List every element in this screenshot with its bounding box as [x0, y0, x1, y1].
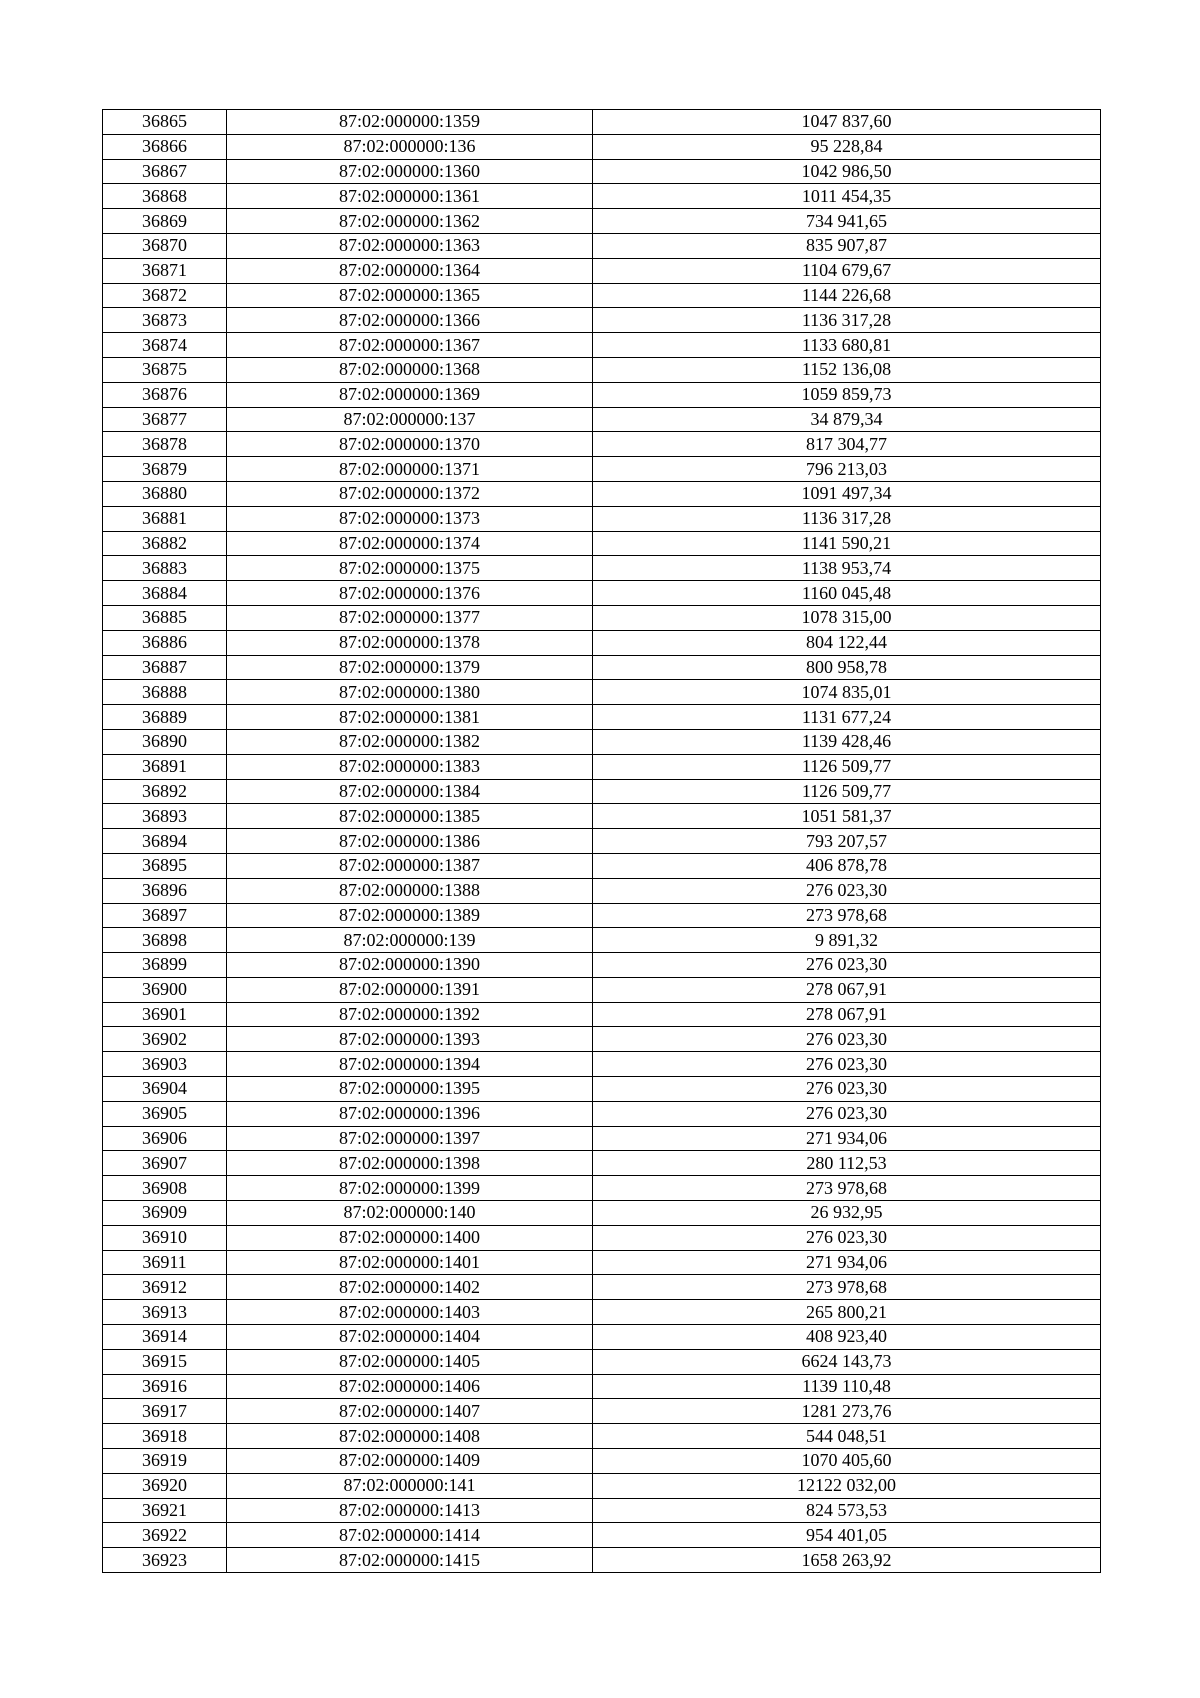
- cadastral-number-cell: 87:02:000000:1400: [227, 1225, 593, 1250]
- cadastral-value-cell: 1042 986,50: [593, 159, 1101, 184]
- table-row: [103, 357, 1101, 382]
- table-row: [103, 110, 1101, 135]
- cadastral-value-cell: 273 978,68: [593, 903, 1101, 928]
- cadastral-number-cell: 87:02:000000:1408: [227, 1424, 593, 1449]
- table-row: [103, 556, 1101, 581]
- cadastral-value-cell: 1160 045,48: [593, 581, 1101, 606]
- row-number-cell: 36902: [103, 1027, 227, 1052]
- cadastral-number-cell: 87:02:000000:1403: [227, 1300, 593, 1325]
- table-row: [103, 729, 1101, 754]
- cadastral-value-cell: 1152 136,08: [593, 357, 1101, 382]
- cadastral-value-cell: 1144 226,68: [593, 283, 1101, 308]
- cadastral-number-cell: 87:02:000000:1399: [227, 1176, 593, 1201]
- cadastral-number-cell: 87:02:000000:1397: [227, 1126, 593, 1151]
- cadastral-number-cell: 87:02:000000:1363: [227, 233, 593, 258]
- table-row: [103, 928, 1101, 953]
- cadastral-number-cell: 87:02:000000:1406: [227, 1374, 593, 1399]
- table-row: [103, 1399, 1101, 1424]
- row-number-cell: 36879: [103, 457, 227, 482]
- cadastral-value-cell: 804 122,44: [593, 630, 1101, 655]
- table-row: [103, 184, 1101, 209]
- cadastral-number-cell: 87:02:000000:1373: [227, 506, 593, 531]
- row-number-cell: 36894: [103, 829, 227, 854]
- table-row: [103, 283, 1101, 308]
- table-row: [103, 1523, 1101, 1548]
- table-row: [103, 1300, 1101, 1325]
- cadastral-value-cell: 276 023,30: [593, 878, 1101, 903]
- cadastral-value-cell: 835 907,87: [593, 233, 1101, 258]
- cadastral-value-cell: 278 067,91: [593, 1002, 1101, 1027]
- row-number-cell: 36905: [103, 1101, 227, 1126]
- cadastral-value-cell: 1059 859,73: [593, 382, 1101, 407]
- cadastral-number-cell: 87:02:000000:1368: [227, 357, 593, 382]
- cadastral-value-cell: 278 067,91: [593, 977, 1101, 1002]
- cadastral-value-cell: 824 573,53: [593, 1498, 1101, 1523]
- cadastral-number-cell: 87:02:000000:1374: [227, 531, 593, 556]
- cadastral-value-cell: 1011 454,35: [593, 184, 1101, 209]
- cadastral-number-cell: 87:02:000000:141: [227, 1473, 593, 1498]
- table-row: [103, 233, 1101, 258]
- cadastral-number-cell: 87:02:000000:1398: [227, 1151, 593, 1176]
- row-number-cell: 36896: [103, 878, 227, 903]
- row-number-cell: 36898: [103, 928, 227, 953]
- row-number-cell: 36865: [103, 110, 227, 135]
- row-number-cell: 36874: [103, 333, 227, 358]
- cadastral-number-cell: 87:02:000000:1372: [227, 481, 593, 506]
- cadastral-value-cell: 406 878,78: [593, 853, 1101, 878]
- cadastral-number-cell: 87:02:000000:1381: [227, 705, 593, 730]
- row-number-cell: 36882: [103, 531, 227, 556]
- table-row: [103, 1002, 1101, 1027]
- cadastral-number-cell: 87:02:000000:1371: [227, 457, 593, 482]
- row-number-cell: 36916: [103, 1374, 227, 1399]
- row-number-cell: 36922: [103, 1523, 227, 1548]
- cadastral-value-cell: 793 207,57: [593, 829, 1101, 854]
- row-number-cell: 36906: [103, 1126, 227, 1151]
- cadastral-number-cell: 87:02:000000:1401: [227, 1250, 593, 1275]
- table-row: [103, 804, 1101, 829]
- table-body: [103, 110, 1101, 1573]
- cadastral-value-cell: 276 023,30: [593, 953, 1101, 978]
- cadastral-number-cell: 87:02:000000:1402: [227, 1275, 593, 1300]
- cadastral-number-cell: 87:02:000000:1404: [227, 1325, 593, 1350]
- table-row: [103, 630, 1101, 655]
- row-number-cell: 36866: [103, 134, 227, 159]
- cadastral-value-cell: 1131 677,24: [593, 705, 1101, 730]
- table-row: [103, 258, 1101, 283]
- row-number-cell: 36919: [103, 1449, 227, 1474]
- cadastral-number-cell: 87:02:000000:1414: [227, 1523, 593, 1548]
- table-row: [103, 1151, 1101, 1176]
- cadastral-value-cell: 1074 835,01: [593, 680, 1101, 705]
- table-row: [103, 407, 1101, 432]
- row-number-cell: 36889: [103, 705, 227, 730]
- table-row: [103, 1176, 1101, 1201]
- row-number-cell: 36892: [103, 779, 227, 804]
- table-row: [103, 1449, 1101, 1474]
- row-number-cell: 36914: [103, 1325, 227, 1350]
- cadastral-value-cell: 544 048,51: [593, 1424, 1101, 1449]
- cadastral-number-cell: 87:02:000000:1415: [227, 1548, 593, 1573]
- table-row: [103, 754, 1101, 779]
- cadastral-number-cell: 87:02:000000:1388: [227, 878, 593, 903]
- table-row: [103, 1374, 1101, 1399]
- table-row: [103, 432, 1101, 457]
- row-number-cell: 36912: [103, 1275, 227, 1300]
- row-number-cell: 36873: [103, 308, 227, 333]
- table-row: [103, 903, 1101, 928]
- table-row: [103, 829, 1101, 854]
- row-number-cell: 36923: [103, 1548, 227, 1573]
- cadastral-number-cell: 87:02:000000:1413: [227, 1498, 593, 1523]
- table-row: [103, 531, 1101, 556]
- table-row: [103, 1325, 1101, 1350]
- table-row: [103, 1250, 1101, 1275]
- cadastral-value-cell: 1126 509,77: [593, 779, 1101, 804]
- row-number-cell: 36913: [103, 1300, 227, 1325]
- table-row: [103, 1275, 1101, 1300]
- cadastral-value-cell: 1658 263,92: [593, 1548, 1101, 1573]
- table-row: [103, 1201, 1101, 1226]
- cadastral-value-cell: 1047 837,60: [593, 110, 1101, 135]
- cadastral-value-cell: 1126 509,77: [593, 754, 1101, 779]
- cadastral-number-cell: 87:02:000000:1367: [227, 333, 593, 358]
- cadastral-number-cell: 87:02:000000:140: [227, 1201, 593, 1226]
- row-number-cell: 36867: [103, 159, 227, 184]
- cadastral-number-cell: 87:02:000000:1383: [227, 754, 593, 779]
- cadastral-number-cell: 87:02:000000:1365: [227, 283, 593, 308]
- row-number-cell: 36877: [103, 407, 227, 432]
- cadastral-value-cell: 1078 315,00: [593, 605, 1101, 630]
- cadastral-value-cell: 1136 317,28: [593, 506, 1101, 531]
- cadastral-value-cell: 276 023,30: [593, 1027, 1101, 1052]
- row-number-cell: 36868: [103, 184, 227, 209]
- table-row: [103, 1077, 1101, 1102]
- row-number-cell: 36887: [103, 655, 227, 680]
- table-row: [103, 134, 1101, 159]
- cadastral-number-cell: 87:02:000000:1369: [227, 382, 593, 407]
- cadastral-value-cell: 1136 317,28: [593, 308, 1101, 333]
- row-number-cell: 36888: [103, 680, 227, 705]
- cadastral-number-cell: 87:02:000000:1375: [227, 556, 593, 581]
- cadastral-number-cell: 87:02:000000:136: [227, 134, 593, 159]
- row-number-cell: 36917: [103, 1399, 227, 1424]
- row-number-cell: 36870: [103, 233, 227, 258]
- table-row: [103, 1349, 1101, 1374]
- cadastral-number-cell: 87:02:000000:1380: [227, 680, 593, 705]
- cadastral-value-cell: 276 023,30: [593, 1052, 1101, 1077]
- row-number-cell: 36907: [103, 1151, 227, 1176]
- cadastral-number-cell: 87:02:000000:1409: [227, 1449, 593, 1474]
- row-number-cell: 36883: [103, 556, 227, 581]
- table-row: [103, 1548, 1101, 1573]
- cadastral-number-cell: 87:02:000000:1392: [227, 1002, 593, 1027]
- table-row: [103, 457, 1101, 482]
- cadastral-value-cell: 26 932,95: [593, 1201, 1101, 1226]
- cadastral-value-cell: 12122 032,00: [593, 1473, 1101, 1498]
- row-number-cell: 36869: [103, 209, 227, 234]
- cadastral-value-cell: 265 800,21: [593, 1300, 1101, 1325]
- cadastral-value-cell: 1281 273,76: [593, 1399, 1101, 1424]
- table-row: [103, 878, 1101, 903]
- row-number-cell: 36921: [103, 1498, 227, 1523]
- row-number-cell: 36895: [103, 853, 227, 878]
- row-number-cell: 36903: [103, 1052, 227, 1077]
- table-row: [103, 953, 1101, 978]
- cadastral-value-cell: 271 934,06: [593, 1250, 1101, 1275]
- cadastral-value-cell: 1138 953,74: [593, 556, 1101, 581]
- row-number-cell: 36904: [103, 1077, 227, 1102]
- cadastral-number-cell: 87:02:000000:1360: [227, 159, 593, 184]
- cadastral-number-cell: 87:02:000000:1405: [227, 1349, 593, 1374]
- row-number-cell: 36908: [103, 1176, 227, 1201]
- cadastral-number-cell: 87:02:000000:1361: [227, 184, 593, 209]
- cadastral-value-cell: 1051 581,37: [593, 804, 1101, 829]
- table-row: [103, 382, 1101, 407]
- table-row: [103, 853, 1101, 878]
- cadastral-value-cell: 1070 405,60: [593, 1449, 1101, 1474]
- row-number-cell: 36897: [103, 903, 227, 928]
- cadastral-number-cell: 87:02:000000:1366: [227, 308, 593, 333]
- row-number-cell: 36911: [103, 1250, 227, 1275]
- cadastral-number-cell: 87:02:000000:139: [227, 928, 593, 953]
- cadastral-number-cell: 87:02:000000:137: [227, 407, 593, 432]
- cadastral-number-cell: 87:02:000000:1396: [227, 1101, 593, 1126]
- cadastral-number-cell: 87:02:000000:1377: [227, 605, 593, 630]
- row-number-cell: 36918: [103, 1424, 227, 1449]
- table-row: [103, 506, 1101, 531]
- cadastral-value-cell: 9 891,32: [593, 928, 1101, 953]
- cadastral-number-cell: 87:02:000000:1395: [227, 1077, 593, 1102]
- cadastral-number-cell: 87:02:000000:1376: [227, 581, 593, 606]
- cadastral-value-cell: 276 023,30: [593, 1077, 1101, 1102]
- row-number-cell: 36900: [103, 977, 227, 1002]
- table-row: [103, 779, 1101, 804]
- cadastral-number-cell: 87:02:000000:1407: [227, 1399, 593, 1424]
- table-row: [103, 308, 1101, 333]
- cadastral-value-cell: 276 023,30: [593, 1101, 1101, 1126]
- cadastral-value-cell: 408 923,40: [593, 1325, 1101, 1350]
- cadastral-number-cell: 87:02:000000:1393: [227, 1027, 593, 1052]
- cadastral-number-cell: 87:02:000000:1391: [227, 977, 593, 1002]
- table-row: [103, 1052, 1101, 1077]
- row-number-cell: 36920: [103, 1473, 227, 1498]
- row-number-cell: 36880: [103, 481, 227, 506]
- cadastral-value-cell: 273 978,68: [593, 1275, 1101, 1300]
- table-row: [103, 1101, 1101, 1126]
- cadastral-number-cell: 87:02:000000:1370: [227, 432, 593, 457]
- table-row: [103, 1498, 1101, 1523]
- table-row: [103, 1424, 1101, 1449]
- cadastral-value-cell: 280 112,53: [593, 1151, 1101, 1176]
- cadastral-value-cell: 271 934,06: [593, 1126, 1101, 1151]
- row-number-cell: 36885: [103, 605, 227, 630]
- table-row: [103, 333, 1101, 358]
- cadastral-number-cell: 87:02:000000:1379: [227, 655, 593, 680]
- table-row: [103, 481, 1101, 506]
- cadastral-value-cell: 817 304,77: [593, 432, 1101, 457]
- row-number-cell: 36910: [103, 1225, 227, 1250]
- table-row: [103, 655, 1101, 680]
- row-number-cell: 36915: [103, 1349, 227, 1374]
- row-number-cell: 36878: [103, 432, 227, 457]
- cadastral-value-cell: 1091 497,34: [593, 481, 1101, 506]
- table-row: [103, 581, 1101, 606]
- table-row: [103, 680, 1101, 705]
- cadastral-number-cell: 87:02:000000:1387: [227, 853, 593, 878]
- cadastral-value-cell: 954 401,05: [593, 1523, 1101, 1548]
- cadastral-number-cell: 87:02:000000:1384: [227, 779, 593, 804]
- row-number-cell: 36899: [103, 953, 227, 978]
- cadastral-value-cell: 276 023,30: [593, 1225, 1101, 1250]
- cadastral-value-cell: 1133 680,81: [593, 333, 1101, 358]
- row-number-cell: 36909: [103, 1201, 227, 1226]
- cadastral-number-cell: 87:02:000000:1385: [227, 804, 593, 829]
- cadastral-number-cell: 87:02:000000:1394: [227, 1052, 593, 1077]
- table-row: [103, 705, 1101, 730]
- cadastral-value-cell: 95 228,84: [593, 134, 1101, 159]
- table-row: [103, 605, 1101, 630]
- cadastral-value-cell: 34 879,34: [593, 407, 1101, 432]
- cadastral-value-cell: 1139 428,46: [593, 729, 1101, 754]
- row-number-cell: 36884: [103, 581, 227, 606]
- table-row: [103, 1027, 1101, 1052]
- cadastral-number-cell: 87:02:000000:1386: [227, 829, 593, 854]
- cadastral-number-cell: 87:02:000000:1382: [227, 729, 593, 754]
- table-row: [103, 1473, 1101, 1498]
- row-number-cell: 36901: [103, 1002, 227, 1027]
- cadastral-value-table: [102, 109, 1101, 1573]
- cadastral-value-cell: 6624 143,73: [593, 1349, 1101, 1374]
- cadastral-value-cell: 796 213,03: [593, 457, 1101, 482]
- cadastral-value-cell: 1139 110,48: [593, 1374, 1101, 1399]
- cadastral-value-cell: 1141 590,21: [593, 531, 1101, 556]
- row-number-cell: 36881: [103, 506, 227, 531]
- row-number-cell: 36890: [103, 729, 227, 754]
- row-number-cell: 36871: [103, 258, 227, 283]
- row-number-cell: 36876: [103, 382, 227, 407]
- row-number-cell: 36872: [103, 283, 227, 308]
- cadastral-number-cell: 87:02:000000:1364: [227, 258, 593, 283]
- table-row: [103, 209, 1101, 234]
- cadastral-number-cell: 87:02:000000:1359: [227, 110, 593, 135]
- cadastral-number-cell: 87:02:000000:1378: [227, 630, 593, 655]
- table-row: [103, 1225, 1101, 1250]
- cadastral-value-cell: 273 978,68: [593, 1176, 1101, 1201]
- table-row: [103, 159, 1101, 184]
- cadastral-value-cell: 1104 679,67: [593, 258, 1101, 283]
- row-number-cell: 36891: [103, 754, 227, 779]
- cadastral-number-cell: 87:02:000000:1389: [227, 903, 593, 928]
- table-row: [103, 1126, 1101, 1151]
- row-number-cell: 36875: [103, 357, 227, 382]
- cadastral-number-cell: 87:02:000000:1362: [227, 209, 593, 234]
- table-row: [103, 977, 1101, 1002]
- row-number-cell: 36893: [103, 804, 227, 829]
- cadastral-value-cell: 734 941,65: [593, 209, 1101, 234]
- cadastral-value-cell: 800 958,78: [593, 655, 1101, 680]
- cadastral-number-cell: 87:02:000000:1390: [227, 953, 593, 978]
- row-number-cell: 36886: [103, 630, 227, 655]
